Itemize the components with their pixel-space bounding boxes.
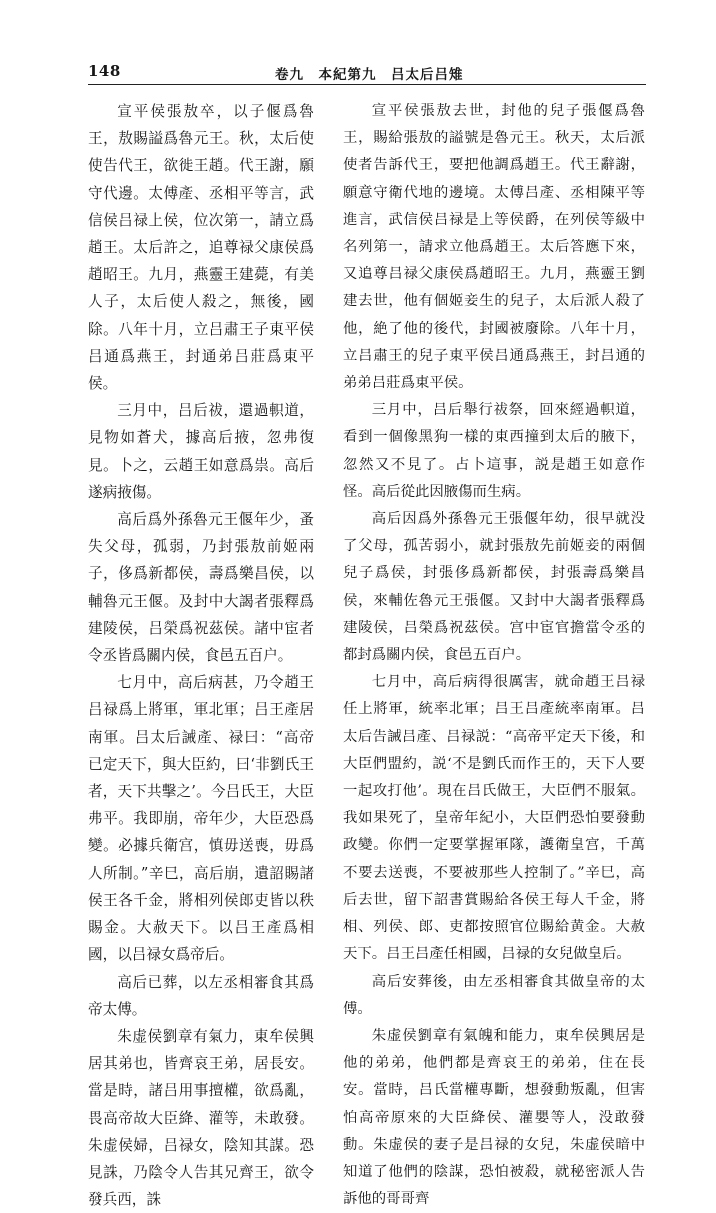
translation-paragraph-6: 朱虚侯劉章有氣魄和能力，東牟侯興居是他的弟弟，他們都是齊哀王的弟弟，住在長安。當時，吕氏當權專斷，想發動叛亂，但害怕高帝原來的大臣絳侯、灌嬰等人，没敢發動。朱虚侯的妻子是吕禄的女兒，朱虚侯暗中知道了他們的陰謀，恐怕被殺，就秘密派人告訴他的哥哥齊 xyxy=(343,1027,645,1208)
page-number: 148 xyxy=(88,62,121,80)
original-paragraph-3: 高后爲外孫魯元王偃年少，蚤失父母，孤弱，乃封張敖前姬兩子，侈爲新都侯，壽爲樂昌侯，以輔魯元王偃。及封中大謁者張釋爲建陵侯，吕榮爲祝茲侯。諸中宦者令丞皆爲關内侯，食邑五百户。 xyxy=(88,511,314,665)
original-paragraph-5: 高后已葬，以左丞相審食其爲帝太傅。 xyxy=(88,973,314,1018)
original-paragraph-1: 宣平侯張敖卒，以子偃爲魯王，敖賜謚爲魯元王。秋，太后使使告代王，欲徙王趙。代王謝，願守代邊。太傅產、丞相平等言，武信侯吕禄上侯，位次第一，請立爲趙王。太后許之，追尊禄父康侯爲趙昭王。九月，燕靈王建薨，有美人子，太后使人殺之，無後，國除。八年十月，立吕肅王子東平侯吕通爲燕王，封通弟吕莊爲東平侯。 xyxy=(88,103,314,393)
original-paragraph-6: 朱虚侯劉章有氣力，東牟侯興居其弟也，皆齊哀王弟，居長安。當是時，諸吕用事擅權，欲爲亂，畏高帝故大臣絳、灌等，未敢發。朱虚侯婦，吕禄女，陰知其謀。恐見誅，乃陰令人告其兄齊王，欲令發兵西，誅 xyxy=(88,1027,314,1209)
original-paragraph-4: 七月中，高后病甚，乃令趙王吕禄爲上將軍，軍北軍；吕王產居南軍。吕太后誡產、禄曰：“高帝已定天下，與大臣約，曰‘非劉氏王者，天下共擊之’。今吕氏王，大臣弗平。我即崩，帝年少，大臣恐爲變。必據兵衛宫，慎毋送喪，毋爲人所制。”辛巳，高后崩，遺詔賜諸侯王各千金，將相列侯郎吏皆以秩賜金。大赦天下。以吕王產爲相國，以吕禄女爲帝后。 xyxy=(88,674,314,964)
header-rule xyxy=(88,84,646,85)
running-title: 卷九 本紀第九 吕太后吕雉 xyxy=(275,67,464,83)
translation-paragraph-5: 高后安葬後，由左丞相審食其做皇帝的太傅。 xyxy=(343,973,645,1017)
translation-paragraph-3: 高后因爲外孫魯元王張偃年幼，很早就没了父母，孤苦弱小，就封張敖先前姬妾的兩個兒子爲侯，封張侈爲新都侯，封張壽爲樂昌侯，來輔佐魯元王張偃。又封中大謁者張釋爲建陵侯，吕榮爲祝茲侯。宫中宦官擔當令丞的都封爲關内侯，食邑五百户。 xyxy=(343,511,645,664)
original-text-column xyxy=(88,98,314,1213)
translation-paragraph-4: 七月中，高后病得很厲害，就命趙王吕禄任上將軍，統率北軍；吕王吕產統率南軍。吕太后告誡吕產、吕禄説：“高帝平定天下後，和大臣們盟約，説‘不是劉氏而作王的，天下人要一起攻打他’。現在吕氏做王，大臣們不服氣。我如果死了，皇帝年紀小，大臣們恐怕要發動政變。你們一定要掌握軍隊，護衛皇宫，千萬不要去送喪，不要被那些人控制了。”辛巳，高后去世，留下詔書賞賜給各侯王每人千金，將相、列侯、郎、吏都按照官位賜給黄金。大赦天下。吕王吕產任相國，吕禄的女兒做皇后。 xyxy=(343,674,645,963)
translation-column xyxy=(343,98,645,1213)
translation-paragraph-2: 三月中，吕后舉行祓祭，回來經過軹道，看到一個像黑狗一樣的東西撞到太后的腋下，忽然又不見了。占卜這事，説是趙王如意作怪。高后從此因腋傷而生病。 xyxy=(343,402,645,500)
translation-paragraph-1: 宣平侯張敖去世，封他的兒子張偃爲魯王，賜給張敖的謚號是魯元王。秋天，太后派使者告訴代王，要把他調爲趙王。代王辭謝，願意守衛代地的邊境。太傅吕產、丞相陳平等進言，武信侯吕禄是上等侯爵，在列侯等級中名列第一，請求立他爲趙王。太后答應下來，又追尊吕禄父康侯爲趙昭王。九月，燕靈王劉建去世，他有個姬妾生的兒子，太后派人殺了他，絶了他的後代，封國被廢除。八年十月，立吕肅王的兒子東平侯吕通爲燕王，封吕通的弟弟吕莊爲東平侯。 xyxy=(343,103,645,392)
original-paragraph-2: 三月中，吕后祓，還過軹道，見物如蒼犬，據高后掖，忽弗復見。卜之，云趙王如意爲祟。高后遂病掖傷。 xyxy=(88,402,314,501)
